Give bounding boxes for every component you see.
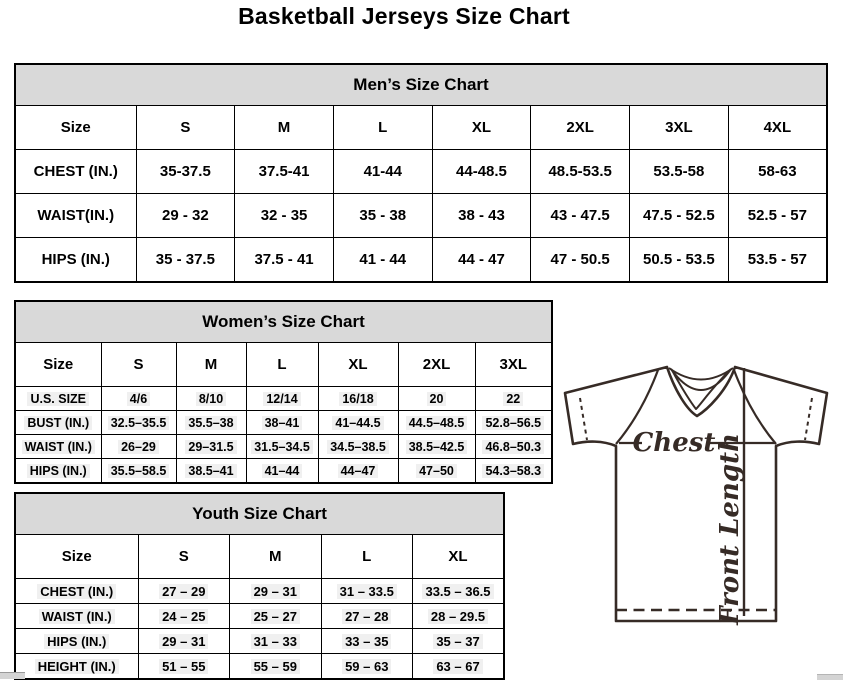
- jersey-right-cuff-stitch: [805, 398, 812, 440]
- size-cell: 58-63: [728, 150, 827, 194]
- col-header: L: [321, 535, 413, 579]
- size-cell: 47.5 - 52.5: [630, 194, 729, 238]
- col-header: S: [101, 343, 176, 387]
- scrollbar-fragment-right: [817, 674, 843, 680]
- size-cell: [321, 654, 413, 680]
- table-title-row: [15, 64, 827, 106]
- size-cell: 44 - 47: [432, 238, 531, 283]
- size-cell: [101, 411, 176, 435]
- cell-text: 27 – 28: [342, 609, 391, 624]
- cell-text: 29–31.5: [185, 440, 236, 454]
- page-title: Basketball Jerseys Size Chart: [238, 3, 570, 29]
- cell-text: 41–44: [262, 464, 303, 478]
- col-header: XL: [413, 535, 505, 579]
- table-row-chest: [15, 579, 504, 604]
- col-header: XL: [432, 106, 531, 150]
- cell-text: 4/6: [127, 392, 150, 406]
- size-cell: 44-48.5: [432, 150, 531, 194]
- row-label: [15, 411, 101, 435]
- cell-text: 55 – 59: [251, 659, 300, 674]
- jersey-right-seam: [734, 370, 776, 444]
- size-cell: [318, 459, 398, 484]
- cell-text: 12/14: [263, 392, 300, 406]
- cell-text: 46.8–50.3: [482, 440, 544, 454]
- col-header: S: [136, 106, 235, 150]
- table-row-bust: [15, 411, 552, 435]
- size-cell: 38 - 43: [432, 194, 531, 238]
- column-header-row: [15, 535, 504, 579]
- row-label: [15, 579, 138, 604]
- col-header: 3XL: [475, 343, 552, 387]
- row-label: [15, 604, 138, 629]
- cell-text: 35 – 37: [433, 634, 482, 649]
- size-cell: [398, 387, 475, 411]
- jersey-measurement-diagram: [555, 352, 843, 634]
- cell-text: 33 – 35: [342, 634, 391, 649]
- cell-text: 35.5–58.5: [108, 464, 170, 478]
- cell-text: 32.5–35.5: [108, 416, 170, 430]
- cell-text: 25 – 27: [251, 609, 300, 624]
- cell-text: CHEST (IN.): [37, 584, 116, 599]
- col-header-size: Size: [15, 106, 136, 150]
- cell-text: 44–47: [338, 464, 379, 478]
- table-row-waist: [15, 435, 552, 459]
- size-cell: [318, 411, 398, 435]
- col-header-size: Size: [15, 343, 101, 387]
- column-header-row: [15, 106, 827, 150]
- cell-text: WAIST (IN.): [39, 609, 115, 624]
- cell-text: U.S. SIZE: [27, 392, 89, 406]
- size-cell: [230, 579, 322, 604]
- size-cell: [138, 604, 230, 629]
- size-cell: 32 - 35: [235, 194, 334, 238]
- size-cell: 41-44: [333, 150, 432, 194]
- col-header: L: [246, 343, 318, 387]
- size-cell: [176, 387, 246, 411]
- col-header: M: [176, 343, 246, 387]
- col-header: M: [230, 535, 322, 579]
- size-cell: [138, 629, 230, 654]
- cell-text: BUST (IN.): [24, 416, 92, 430]
- col-header: L: [333, 106, 432, 150]
- table-row-waist: [15, 194, 827, 238]
- size-cell: [230, 629, 322, 654]
- cell-text: 59 – 63: [342, 659, 391, 674]
- row-label: [15, 629, 138, 654]
- cell-text: 29 – 31: [251, 584, 300, 599]
- table-title-row: [15, 493, 504, 535]
- row-label: WAIST(IN.): [15, 194, 136, 238]
- col-header: XL: [318, 343, 398, 387]
- size-cell: 53.5 - 57: [728, 238, 827, 283]
- row-label: [15, 459, 101, 484]
- col-header: 4XL: [728, 106, 827, 150]
- cell-text: HEIGHT (IN.): [35, 659, 119, 674]
- table-row-chest: [15, 150, 827, 194]
- size-cell: [230, 604, 322, 629]
- table-row-height: [15, 654, 504, 680]
- size-cell: 48.5-53.5: [531, 150, 630, 194]
- size-cell: [475, 387, 552, 411]
- cell-text: 63 – 67: [433, 659, 482, 674]
- size-cell: 47 - 50.5: [531, 238, 630, 283]
- size-cell: [138, 654, 230, 680]
- table-row-hips: [15, 238, 827, 283]
- cell-text: 24 – 25: [159, 609, 208, 624]
- front-length-label: Front Length: [715, 433, 745, 625]
- size-cell: 37.5 - 41: [235, 238, 334, 283]
- table-row-hips: [15, 629, 504, 654]
- size-cell: [413, 654, 505, 680]
- cell-text: 54.3–58.3: [482, 464, 544, 478]
- size-cell: [138, 579, 230, 604]
- cell-text: WAIST (IN.): [22, 440, 95, 454]
- row-label: [15, 435, 101, 459]
- chest-label: Chest: [632, 428, 716, 458]
- table-title-row: [15, 301, 552, 343]
- cell-text: 31.5–34.5: [251, 440, 313, 454]
- cell-text: 51 – 55: [159, 659, 208, 674]
- table-row-hips: [15, 459, 552, 484]
- size-cell: [413, 629, 505, 654]
- size-cell: [101, 435, 176, 459]
- size-cell: [230, 654, 322, 680]
- size-cell: [321, 629, 413, 654]
- cell-text: 31 – 33.5: [337, 584, 397, 599]
- table-row-us-size: [15, 387, 552, 411]
- cell-text: 20: [427, 392, 447, 406]
- cell-text: 47–50: [416, 464, 457, 478]
- cell-text: 29 – 31: [159, 634, 208, 649]
- size-cell: [318, 387, 398, 411]
- size-cell: [321, 579, 413, 604]
- cell-text: 38–41: [262, 416, 303, 430]
- size-cell: 52.5 - 57: [728, 194, 827, 238]
- size-cell: [176, 435, 246, 459]
- size-cell: 35 - 37.5: [136, 238, 235, 283]
- size-cell: [413, 604, 505, 629]
- cell-text: HIPS (IN.): [44, 634, 109, 649]
- cell-text: 31 – 33: [251, 634, 300, 649]
- size-cell: [246, 459, 318, 484]
- row-label: CHEST (IN.): [15, 150, 136, 194]
- col-header: 2XL: [531, 106, 630, 150]
- cell-text: 35.5–38: [185, 416, 236, 430]
- size-cell: [475, 435, 552, 459]
- size-cell: [246, 435, 318, 459]
- size-cell: 29 - 32: [136, 194, 235, 238]
- row-label: HIPS (IN.): [15, 238, 136, 283]
- size-cell: [398, 411, 475, 435]
- cell-text: 8/10: [196, 392, 226, 406]
- size-cell: 53.5-58: [630, 150, 729, 194]
- jersey-outline: [565, 367, 827, 621]
- scrollbar-fragment-left: [0, 672, 25, 679]
- mens-table-title: Men’s Size Chart: [15, 64, 827, 106]
- cell-text: 26–29: [118, 440, 159, 454]
- cell-text: 38.5–41: [185, 464, 236, 478]
- size-cell: [101, 387, 176, 411]
- size-cell: [101, 459, 176, 484]
- cell-text: 22: [503, 392, 523, 406]
- cell-text: 38.5–42.5: [406, 440, 468, 454]
- size-cell: 50.5 - 53.5: [630, 238, 729, 283]
- col-header: M: [235, 106, 334, 150]
- col-header: S: [138, 535, 230, 579]
- cell-text: 28 – 29.5: [428, 609, 488, 624]
- size-cell: [318, 435, 398, 459]
- cell-text: 34.5–38.5: [327, 440, 389, 454]
- size-cell: 37.5-41: [235, 150, 334, 194]
- youth-table-title: Youth Size Chart: [15, 493, 504, 535]
- size-cell: [321, 604, 413, 629]
- table-row-waist: [15, 604, 504, 629]
- size-cell: [475, 459, 552, 484]
- column-header-row: [15, 343, 552, 387]
- mens-size-chart-table: [14, 63, 828, 283]
- size-cell: [246, 387, 318, 411]
- cell-text: 27 – 29: [159, 584, 208, 599]
- cell-text: HIPS (IN.): [27, 464, 90, 478]
- row-label: [15, 654, 138, 680]
- size-cell: [398, 435, 475, 459]
- cell-text: 41–44.5: [332, 416, 383, 430]
- size-cell: 41 - 44: [333, 238, 432, 283]
- col-header: 2XL: [398, 343, 475, 387]
- size-cell: 35 - 38: [333, 194, 432, 238]
- size-cell: [413, 579, 505, 604]
- womens-size-chart-table: [14, 300, 553, 484]
- row-label: [15, 387, 101, 411]
- size-cell: [246, 411, 318, 435]
- size-cell: [475, 411, 552, 435]
- size-cell: [398, 459, 475, 484]
- size-cell: 43 - 47.5: [531, 194, 630, 238]
- col-header-size: Size: [15, 535, 138, 579]
- size-cell: [176, 459, 246, 484]
- womens-table-title: Women’s Size Chart: [15, 301, 552, 343]
- size-cell: 35-37.5: [136, 150, 235, 194]
- jersey-left-cuff-stitch: [580, 398, 587, 440]
- col-header: 3XL: [630, 106, 729, 150]
- size-cell: [176, 411, 246, 435]
- youth-size-chart-table: [14, 492, 505, 680]
- cell-text: 33.5 – 36.5: [422, 584, 493, 599]
- cell-text: 44.5–48.5: [406, 416, 468, 430]
- cell-text: 16/18: [339, 392, 376, 406]
- cell-text: 52.8–56.5: [482, 416, 544, 430]
